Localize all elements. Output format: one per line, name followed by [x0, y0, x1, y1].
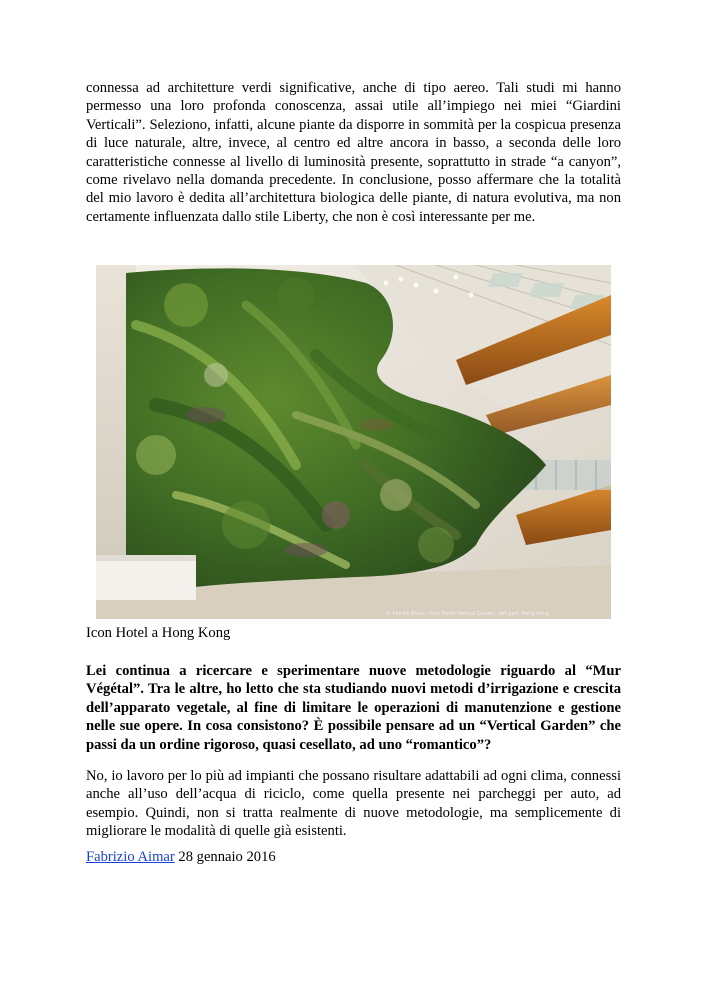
intro-paragraph: connessa ad architetture verdi significative, anche di tipo aereo. Tali studi mi hanno permesso una loro profonda conoscenza, assai utile all’impiego nei miei “Giardini Verticali”. Seleziono, infatti, alcune piante da disporre in sommità per la cospicua presenza di luce naturale, altre, invece, al centro ed altre ancora in basso, a seconda delle loro caratteristiche connesse al livello di luminosità presente, soprattutto in strade “a canyon”, come rivelavo nella domanda precedente. In conclusione, posso affermare che la totalità del mio lavoro è dedita all’architettura biologica delle piante, di natura evolutiva, ma non certamente influenzata dallo stile Liberty, che non è così interessante per me. — [86, 80, 621, 225]
interview-answer: No, io lavoro per lo più ad impianti che possano risultare adattabili ad ogni clima, connessi anche all’uso dell’acqua di riciclo, come quella presente nei parcheggi per auto, ad esempio. Quindi, non si tratta realmente di nuove metodologie, ma semplicemente di migliorare le modalità di quelle già esistenti. — [86, 768, 621, 840]
publish-date: 28 gennaio 2016 — [174, 849, 276, 865]
vertical-garden-photo — [96, 265, 611, 619]
photo-credit: © Patrick Blanc - Icon Hotel Vertical Garden, left part, Hong Kong — [386, 611, 549, 617]
author-link[interactable]: Fabrizio Aimar — [86, 849, 175, 865]
figure-caption: Icon Hotel a Hong Kong — [86, 625, 231, 641]
byline — [86, 848, 276, 866]
interview-question: Lei continua a ricercare e sperimentare nuove metodologie riguardo al “Mur Végétal”. Tra le altre, ho letto che sta studiando nuovi metodi d’irrigazione e crescita dell’apparato vegetale, al fine di limitare le operazioni di manutenzione e gestione nelle sue opere. In cosa consistono? È possibile pensare ad un “Vertical Garden” che passi da un ordine rigoroso, quasi cesellato, ad uno “romantico”? — [86, 663, 621, 753]
